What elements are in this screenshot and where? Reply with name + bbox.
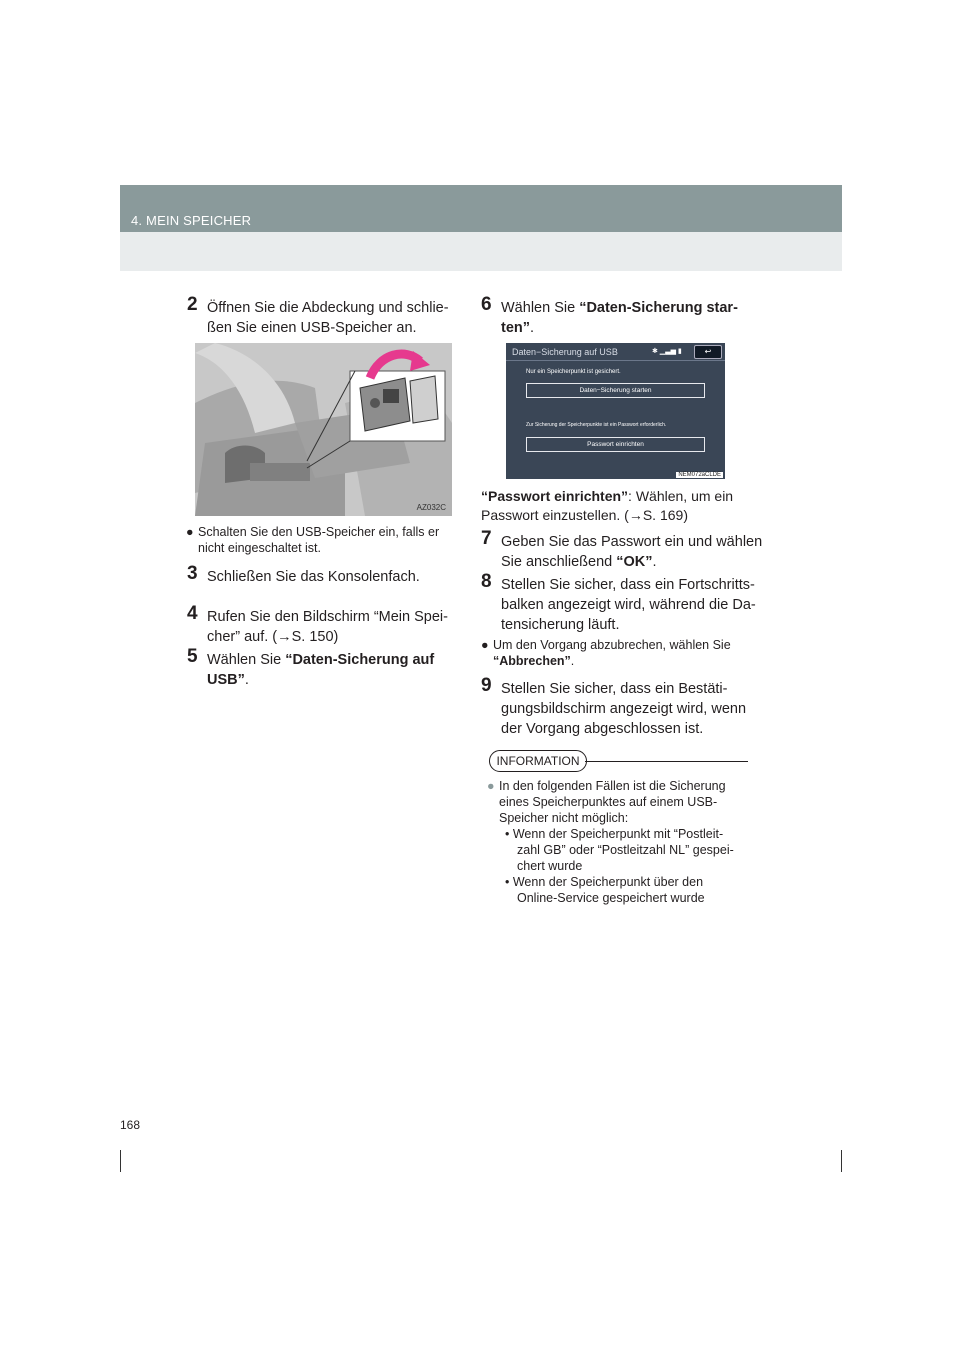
information-rule (585, 761, 748, 762)
status-icons: ✱ ▁▃▅ ▮ (652, 348, 682, 355)
step-text: Schließen Sie das Konsolenfach. (207, 569, 420, 585)
step-text: Wählen Sie “Daten-Sicherung star- ten”. (501, 300, 738, 336)
bullet-icon: ● (481, 638, 489, 652)
step-text: Stellen Sie sicher, dass ein Fortschritts- balken angezeigt wird, während die Da- tensicherung läuft. (501, 577, 756, 633)
page-number: 168 (120, 1118, 141, 1132)
header-subbar (120, 232, 842, 271)
crop-mark (841, 1150, 842, 1172)
step-number: 4 (187, 603, 198, 624)
back-button[interactable] (694, 345, 722, 359)
step-text: Stellen Sie sicher, dass ein Bestäti- gungsbildschirm angezeigt wird, wenn der Vorgang abgeschlossen ist. (501, 681, 747, 737)
screen-title: Daten−Sicherung auf USB (512, 347, 618, 357)
step-number: 7 (481, 528, 492, 549)
back-icon: ↩ (704, 347, 712, 356)
screen-code: NEM072aCLDE (678, 472, 721, 478)
bullet-icon: ● (186, 525, 194, 539)
information-label: INFORMATION (489, 750, 587, 772)
step-text: Geben Sie das Passwort ein und wählen Sie anschließend “OK”. (501, 534, 763, 570)
step-number: 3 (187, 563, 198, 584)
step-text: Öffnen Sie die Abdeckung und schlie- ßen Sie einen USB-Speicher an. (207, 300, 449, 336)
step-number: 6 (481, 294, 492, 315)
step-number: 2 (187, 294, 198, 315)
step-number: 8 (481, 571, 492, 592)
crop-mark (120, 1150, 121, 1172)
screen-message-1: Nur ein Speicherpunkt ist gesichert. (526, 369, 621, 375)
start-backup-button[interactable]: Daten−Sicherung starten (526, 383, 705, 398)
usb-backup-screen (506, 343, 725, 479)
console-usb-photo (195, 343, 452, 516)
password-description: “Passwort einrichten”: Wählen, um ein Passwort einzustellen. (→S. 169) (481, 488, 734, 523)
screen-divider (506, 360, 725, 361)
info-bullet-icon: ● (487, 779, 495, 793)
section-title: 4. MEIN SPEICHER (131, 213, 252, 228)
step-number: 9 (481, 675, 492, 696)
step-text: Rufen Sie den Bildschirm “Mein Spei- cher” auf. (→S. 150) (207, 609, 448, 645)
console-illustration (195, 343, 452, 516)
set-password-button[interactable]: Passwort einrichten (526, 437, 705, 452)
step-number: 5 (187, 646, 198, 667)
screen-message-2: Zur Sicherung der Speicherpunkte ist ein Passwort erforderlich. (526, 422, 667, 428)
photo-code: AZ032C (416, 503, 446, 512)
page-header (120, 185, 842, 271)
step-text: Wählen Sie “Daten-Sicherung auf USB”. (207, 652, 435, 688)
